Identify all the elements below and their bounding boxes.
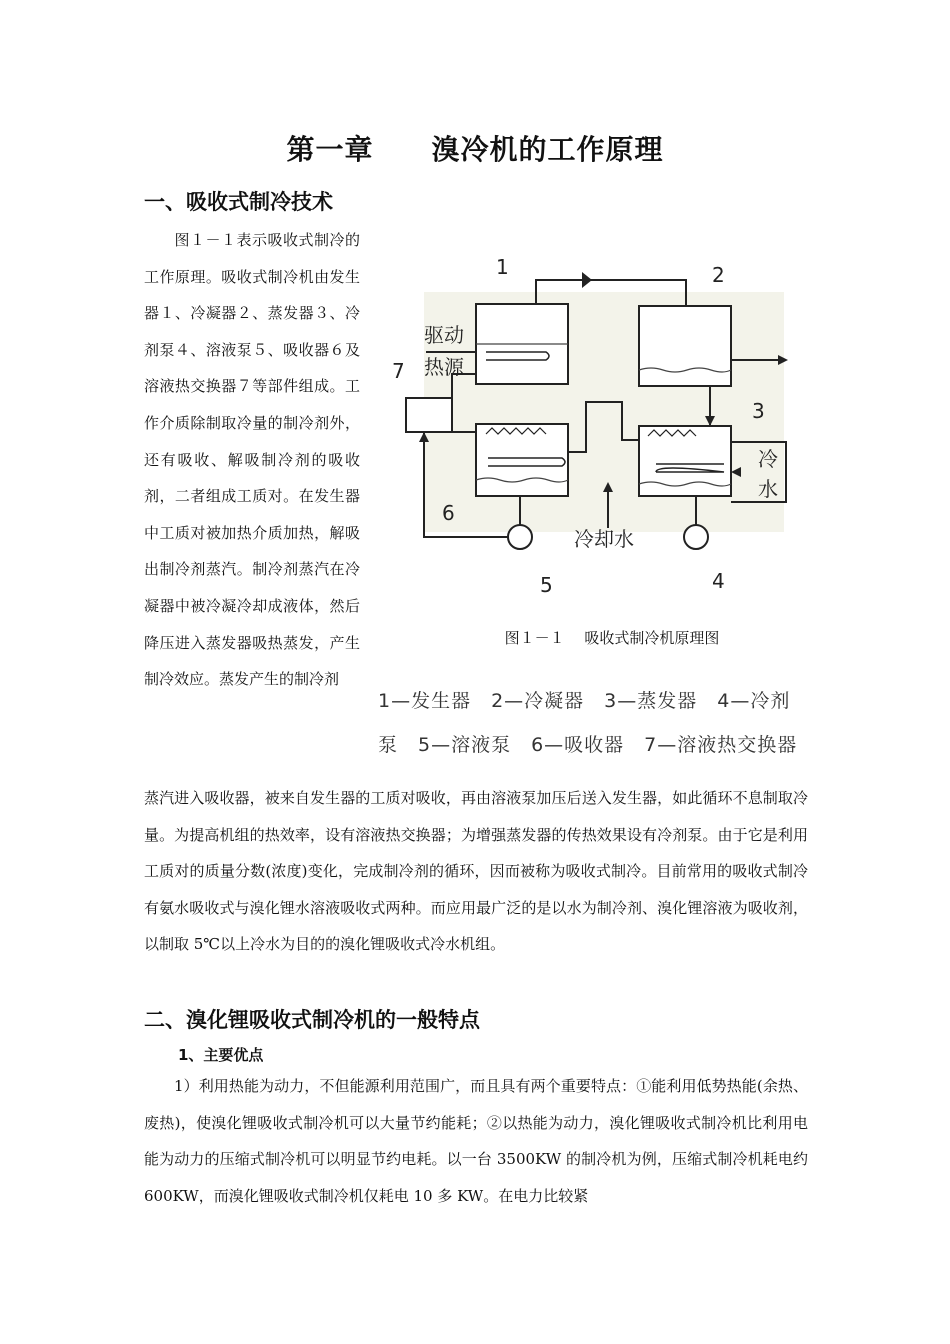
figure-caption: 图１－１ 吸收式制冷机原理图 — [504, 629, 720, 647]
condenser-box — [639, 306, 731, 386]
label-cooling-water: 冷却水 — [574, 527, 634, 551]
absorption-chiller-diagram — [386, 252, 806, 612]
chapter-title: 第一章 溴冷机的工作原理 — [286, 133, 664, 166]
label-2: 2 — [712, 263, 725, 287]
diagram-svg — [386, 252, 806, 612]
label-cold-water-line2: 水 — [758, 477, 778, 501]
label-5: 5 — [540, 573, 553, 597]
refrigerant-pump — [684, 525, 708, 549]
label-6: 6 — [442, 501, 455, 525]
advantages-paragraph — [144, 1068, 808, 1214]
intro-paragraph-wrapped — [144, 222, 360, 698]
advantages-paragraph-text: 1）利用热能为动力，不但能源利用范围广，而且具有两个重要特点：①能利用低势热能(余热、废热)，使溴化锂吸收式制冷机可以大量节约能耗；②以热能为动力，溴化锂吸收式制冷机比利用电能为动力的压缩式制冷机可以明显节约电耗。以一台 3500KW 的制冷机为例，压缩式制冷机耗电约 600KW，而溴化锂吸收式制冷机仅耗电 10 多 KW。在电力比较紧 — [144, 1077, 808, 1205]
figure-legend-line1: 1—发生器 2—冷凝器 3—蒸发器 4—冷剂 — [378, 690, 791, 712]
subheading-advantages: 1、主要优点 — [178, 1046, 264, 1064]
section-heading-absorption: 一、吸收式制冷技术 — [144, 190, 333, 214]
label-7: 7 — [392, 359, 405, 383]
solution-pump — [508, 525, 532, 549]
intro-paragraph-continued: 蒸汽进入吸收器，被来自发生器的工质对吸收，再由溶液泵加压后送入发生器，如此循环不息制取冷量。为提高机组的热效率，设有溶液热交换器；为增强蒸发器的传热效果设有冷剂泵。由于它是利用工质对的质量分数(浓度)变化，完成制冷剂的循环，因而被称为吸收式制冷。目前常用的吸收式制冷有氨水吸收式与溴化锂水溶液吸收式两种。而应用最广泛的是以水为制冷剂、溴化锂溶液为吸收剂，以制取 5℃以上冷水为目的的溴化锂吸收式冷水机组。 — [144, 789, 808, 954]
heat-exchanger-box — [406, 398, 452, 432]
label-heat-source-line1: 驱动 — [424, 323, 464, 347]
label-1: 1 — [496, 255, 509, 279]
section-heading-features: 二、溴化锂吸收式制冷机的一般特点 — [144, 1008, 480, 1032]
intro-paragraph-text: 图１－１表示吸收式制冷的工作原理。吸收式制冷机由发生器１、冷凝器２、蒸发器３、冷剂泵４、溶液泵５、吸收器６及溶液热交换器７等部件组成。工作介质除制取冷量的制冷剂外，还有吸收、解吸制冷剂的吸收剂，二者组成工质对。在发生器中工质对被加热介质加热，解吸出制冷剂蒸汽。制冷剂蒸汽在冷凝器中被冷凝冷却成液体，然后降压进入蒸发器吸热蒸发，产生制冷效应。蒸发产生的制冷剂 — [144, 231, 360, 689]
label-4: 4 — [712, 569, 725, 593]
figure-legend-line2: 泵 5—溶液泵 6—吸收器 7—溶液热交换器 — [378, 734, 798, 756]
label-cold-water-line1: 冷 — [758, 447, 778, 471]
label-heat-source-line2: 热源 — [424, 355, 464, 379]
label-3: 3 — [752, 399, 765, 423]
